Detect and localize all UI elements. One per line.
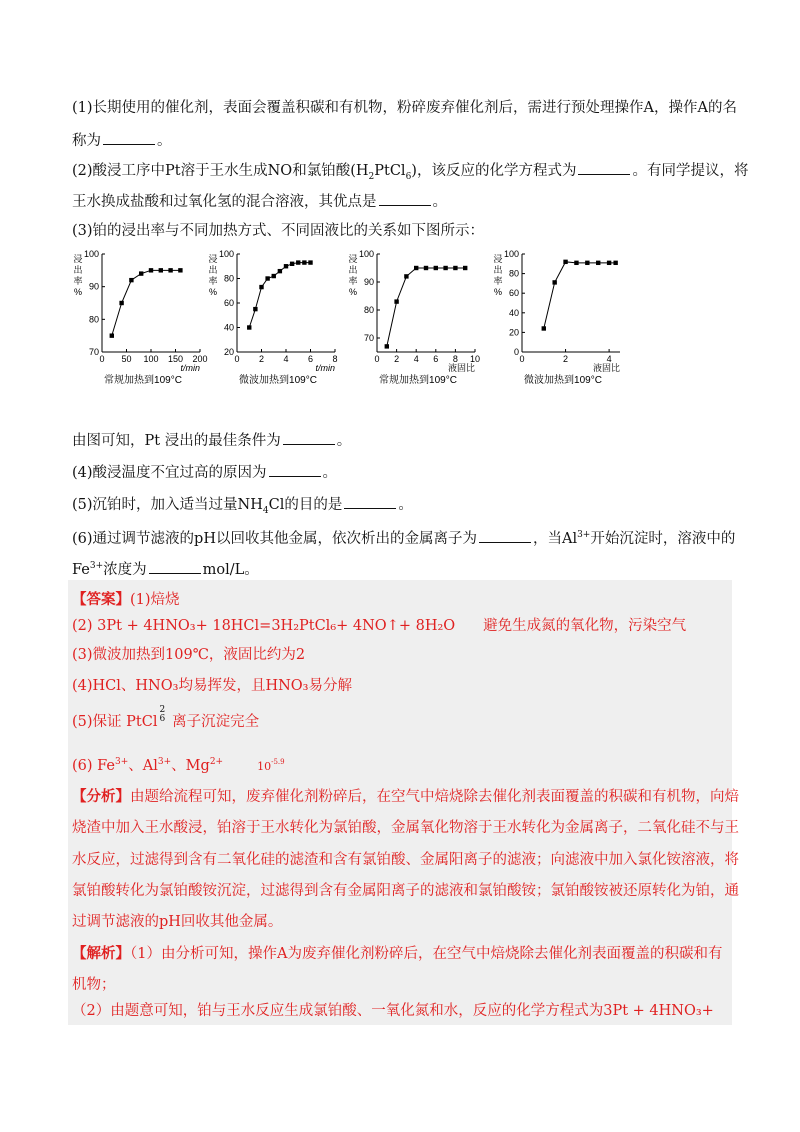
answer-line-4: (4)HCl、HNO₃均易挥发，且HNO₃易分解 xyxy=(72,678,352,694)
y-tick-label: 80 xyxy=(223,273,234,284)
q2-sub-2: 6 xyxy=(405,171,412,182)
y-tick-label: 90 xyxy=(88,281,99,292)
data-point xyxy=(453,266,457,270)
answer-label: 【答案】 xyxy=(72,591,130,608)
question-1-line-1: (1)长期使用的催化剂，表面会覆盖积碳和有机物，粉碎废弃催化剂后，需进行预处理操作A，操作A的名 xyxy=(72,100,737,116)
question-1-line-2 xyxy=(72,130,172,151)
data-point xyxy=(563,260,567,264)
x-tick-label: 2 xyxy=(394,354,400,364)
y-tick-label: 100 xyxy=(218,249,234,259)
data-point xyxy=(613,261,617,265)
answer-2-reason: 避免生成氮的氧化物，污染空气 xyxy=(483,618,687,634)
chart-microwave-ratio xyxy=(490,244,640,402)
question-4-line xyxy=(72,462,337,483)
analysis-line-4: 氯铂酸转化为氯铂酸铵沉淀，过滤得到含有金属阳离子的滤液和氯铂酸铵；氯铂酸铵被还原转化为铂，通 xyxy=(72,883,739,899)
answer-2-formula: (2) 3Pt + 4HNO₃+ 18HCl=3H₂PtCl₆+ 4NO↑+ 8H₂O xyxy=(72,618,456,634)
analysis-line-2: 烧渣中加入王水酸浸，铂溶于王水转化为氯铂酸，金属氧化物溶于王水转化为金属离子，二氧化硅不与王 xyxy=(72,820,739,836)
y-tick-label: 60 xyxy=(223,298,234,308)
q6-text-a: (6)通过调节滤液的pH以回收其他金属，依次析出的金属离子为 xyxy=(72,530,477,547)
y-axis-label: 出 xyxy=(208,265,218,275)
q4-end: 。 xyxy=(322,465,338,481)
y-tick-label: 70 xyxy=(363,333,374,343)
data-point xyxy=(443,266,447,270)
chart-caption: 常规加热到109°C xyxy=(104,375,182,386)
data-point xyxy=(394,299,398,303)
y-axis-label: % xyxy=(348,287,358,297)
x-axis-label: 液固比 xyxy=(592,363,620,373)
question-6-line-2 xyxy=(72,556,259,580)
chart-microwave-time xyxy=(205,244,358,402)
x-tick-label: 6 xyxy=(433,354,439,364)
data-point xyxy=(434,266,438,270)
x-tick-label: 50 xyxy=(121,354,132,364)
y-tick-label: 20 xyxy=(223,347,234,357)
data-point xyxy=(278,269,282,273)
x-tick-label: 0 xyxy=(99,354,105,364)
data-point xyxy=(552,280,556,284)
y-axis-label: % xyxy=(208,287,218,297)
answer-blank xyxy=(103,130,155,145)
x-tick-label: 200 xyxy=(192,354,208,364)
data-point xyxy=(178,268,182,272)
q6-text-f: mol/L。 xyxy=(202,561,259,578)
answer-6-sup-1: 3+ xyxy=(115,757,129,767)
q3-end: 。 xyxy=(336,433,352,449)
answer-6-exp: -5.9 xyxy=(271,758,285,766)
x-tick-label: 6 xyxy=(307,354,314,364)
answer-blank xyxy=(379,191,431,206)
data-point xyxy=(424,266,428,270)
x-tick-label: 10 xyxy=(469,354,481,364)
x-tick-label: 100 xyxy=(143,354,159,364)
q1-end: 。 xyxy=(157,133,172,149)
data-point xyxy=(404,274,408,278)
answer-line-6 xyxy=(72,752,285,777)
data-point xyxy=(139,271,143,275)
answer-6-text-3: 、Mg xyxy=(171,757,210,774)
x-tick-label: 2 xyxy=(563,354,569,364)
chart-conventional-ratio xyxy=(345,244,495,402)
data-point xyxy=(168,268,172,272)
x-tick-label: 8 xyxy=(452,354,458,364)
q2-text-a: (2)酸浸工序中Pt溶于王水生成NO和氯铂酸(H xyxy=(72,163,369,179)
answer-blank xyxy=(283,430,335,445)
answer-6-text: (6) Fe xyxy=(72,757,115,774)
q5-text: (5)沉铂时，加入适当过量NH xyxy=(72,497,263,513)
data-point xyxy=(284,264,288,268)
question-5-line xyxy=(72,494,413,521)
analysis-line-1 xyxy=(72,787,739,807)
q3-text: 由图可知，Pt 浸出的最佳条件为 xyxy=(72,433,281,449)
y-tick-label: 80 xyxy=(88,314,99,325)
q5-end: 。 xyxy=(398,497,413,513)
y-tick-label: 60 xyxy=(508,288,519,299)
x-tick-label: 150 xyxy=(167,354,184,364)
data-point xyxy=(385,344,389,348)
data-point xyxy=(253,307,257,311)
x-tick-label: 0 xyxy=(519,354,525,364)
data-point xyxy=(149,268,153,272)
chart-caption: 常规加热到109°C xyxy=(379,375,457,386)
data-point xyxy=(119,301,123,305)
y-axis-label: % xyxy=(73,287,83,297)
answer-5-end: 离子沉淀完全 xyxy=(167,714,260,730)
answer-blank xyxy=(269,462,321,477)
x-axis-label: t/min xyxy=(180,363,200,373)
q2-text-e: 王水换成盐酸和过氧化氢的混合溶液，其优点是 xyxy=(72,194,377,210)
y-axis-label: 出 xyxy=(493,265,503,275)
data-point xyxy=(585,261,589,265)
data-point xyxy=(159,268,163,272)
answer-6-text-2: 、Al xyxy=(128,757,158,774)
answer-1: (1)焙烧 xyxy=(130,592,180,608)
answer-5-sup: 2 xyxy=(159,705,166,715)
chart-caption: 微波加热到109°C xyxy=(524,375,602,386)
answer-blank xyxy=(578,160,630,175)
explanation-line-2: 机物； xyxy=(72,977,116,993)
x-tick-label: 4 xyxy=(606,354,612,364)
answer-6-sup-3: 2+ xyxy=(209,757,224,767)
y-axis-label: 浸 xyxy=(73,254,83,264)
y-axis-label: 浸 xyxy=(493,254,503,264)
data-point xyxy=(296,260,300,264)
answer-line-3: (3)微波加热到109℃，液固比约为2 xyxy=(72,647,306,663)
y-tick-label: 90 xyxy=(363,277,374,287)
x-tick-label: 8 xyxy=(332,354,338,364)
data-point xyxy=(265,276,269,280)
question-6-line-1 xyxy=(72,525,735,549)
data-point xyxy=(259,285,263,289)
x-tick-label: 0 xyxy=(374,354,380,364)
y-axis-label: 出 xyxy=(73,265,83,275)
q5-text-b: Cl的目的是 xyxy=(268,497,343,513)
y-tick-label: 100 xyxy=(358,249,374,259)
x-tick-label: 0 xyxy=(234,354,240,364)
answer-6-sup-2: 3+ xyxy=(157,757,172,767)
data-point xyxy=(463,266,467,270)
q2-text-f: 。 xyxy=(432,194,447,210)
q2-text-d: 。有同学提议，将 xyxy=(632,163,749,179)
x-axis-label: 液固比 xyxy=(447,363,475,373)
data-point xyxy=(414,266,418,270)
data-point xyxy=(542,326,546,330)
explanation-line-1 xyxy=(72,944,722,964)
data-point xyxy=(308,260,312,264)
question-2-line-1 xyxy=(72,160,748,187)
series-line xyxy=(387,268,465,346)
answer-line-1 xyxy=(72,590,180,610)
answer-5-sub: 6 xyxy=(159,714,166,724)
y-tick-label: 100 xyxy=(83,249,99,259)
y-tick-label: 0 xyxy=(513,347,519,357)
explanation-line-3: （2）由题意可知，铂与王水反应生成氯铂酸、一氧化氮和水，反应的化学方程式为3Pt + 4HNO₃+ xyxy=(72,1003,714,1019)
data-point xyxy=(247,325,251,329)
x-tick-label: 4 xyxy=(283,354,289,364)
analysis-line-5: 过调节滤液的pH回收其他金属。 xyxy=(72,914,283,930)
chart-conventional-time xyxy=(70,244,220,402)
data-point xyxy=(129,278,133,282)
y-tick-label: 40 xyxy=(223,322,234,333)
analysis-line-3: 水反应，过滤得到含有二氧化硅的滤渣和含有氯铂酸、金属阳离子的滤液；向滤液中加入氯化铵溶液，将 xyxy=(72,852,739,868)
y-tick-label: 20 xyxy=(508,327,519,338)
y-axis-label: 率 xyxy=(208,276,218,286)
y-axis-label: 率 xyxy=(73,276,83,286)
answer-6-value: 10 xyxy=(257,759,272,773)
answer-line-5 xyxy=(72,705,260,732)
explanation-label: 【解析】 xyxy=(72,945,130,962)
data-point xyxy=(302,260,306,264)
answer-blank xyxy=(479,528,531,543)
data-point xyxy=(110,333,114,337)
y-tick-label: 70 xyxy=(88,347,99,357)
series-line xyxy=(544,262,616,329)
y-axis-label: 率 xyxy=(493,276,503,286)
analysis-text-1: 由题给流程可知，废弃催化剂粉碎后，在空气中焙烧除去催化剂表面覆盖的积碳和有机物，向焙 xyxy=(130,789,739,805)
q6-text-b: ，当Al xyxy=(532,530,578,547)
answer-5-text: (5)保证 PtCl xyxy=(72,714,158,730)
y-axis-label: 率 xyxy=(348,276,358,286)
explanation-text-1: （1）由分析可知，操作A为废弃催化剂粉碎后，在空气中焙烧除去催化剂表面覆盖的积碳和有 xyxy=(130,946,723,962)
q1-text: 称为 xyxy=(72,133,101,149)
y-axis-label: % xyxy=(493,287,503,297)
q2-sub-1: 2 xyxy=(368,171,375,182)
answer-blank xyxy=(149,559,201,574)
data-point xyxy=(290,262,294,266)
q6-text-e: 浓度为 xyxy=(103,561,147,578)
y-tick-label: 40 xyxy=(508,307,519,318)
question-2-line-2 xyxy=(72,191,447,212)
x-axis-label: t/min xyxy=(315,363,335,373)
y-axis-label: 浸 xyxy=(208,254,218,264)
analysis-label: 【分析】 xyxy=(72,788,130,805)
data-point xyxy=(596,261,600,265)
y-tick-label: 80 xyxy=(508,268,519,279)
question-3-line: (3)铂的浸出率与不同加热方式、不同固液比的关系如下图所示： xyxy=(72,223,485,239)
question-3-conclusion xyxy=(72,430,351,451)
q6-sup-2: 3+ xyxy=(89,561,104,571)
q2-text-c: )，该反应的化学方程式为 xyxy=(411,163,577,179)
y-axis-label: 出 xyxy=(348,265,358,275)
q6-sup: 3+ xyxy=(577,530,591,540)
answer-line-2 xyxy=(72,616,686,636)
q6-text-d: Fe xyxy=(72,561,90,578)
y-tick-label: 80 xyxy=(363,305,374,315)
x-tick-label: 2 xyxy=(258,354,265,364)
x-tick-label: 4 xyxy=(413,354,419,364)
q6-text-c: 开始沉淀时，溶液中的 xyxy=(590,530,736,547)
q2-text-b: PtCl xyxy=(374,163,406,179)
data-point xyxy=(607,261,611,265)
y-axis-label: 浸 xyxy=(348,254,358,264)
answer-blank xyxy=(344,494,396,509)
q4-text: (4)酸浸温度不宜过高的原因为 xyxy=(72,465,267,481)
q5-sub: 4 xyxy=(262,505,269,516)
y-tick-label: 100 xyxy=(503,249,519,259)
data-point xyxy=(272,274,276,278)
chart-caption: 微波加热到109°C xyxy=(239,375,317,386)
data-point xyxy=(574,261,578,265)
